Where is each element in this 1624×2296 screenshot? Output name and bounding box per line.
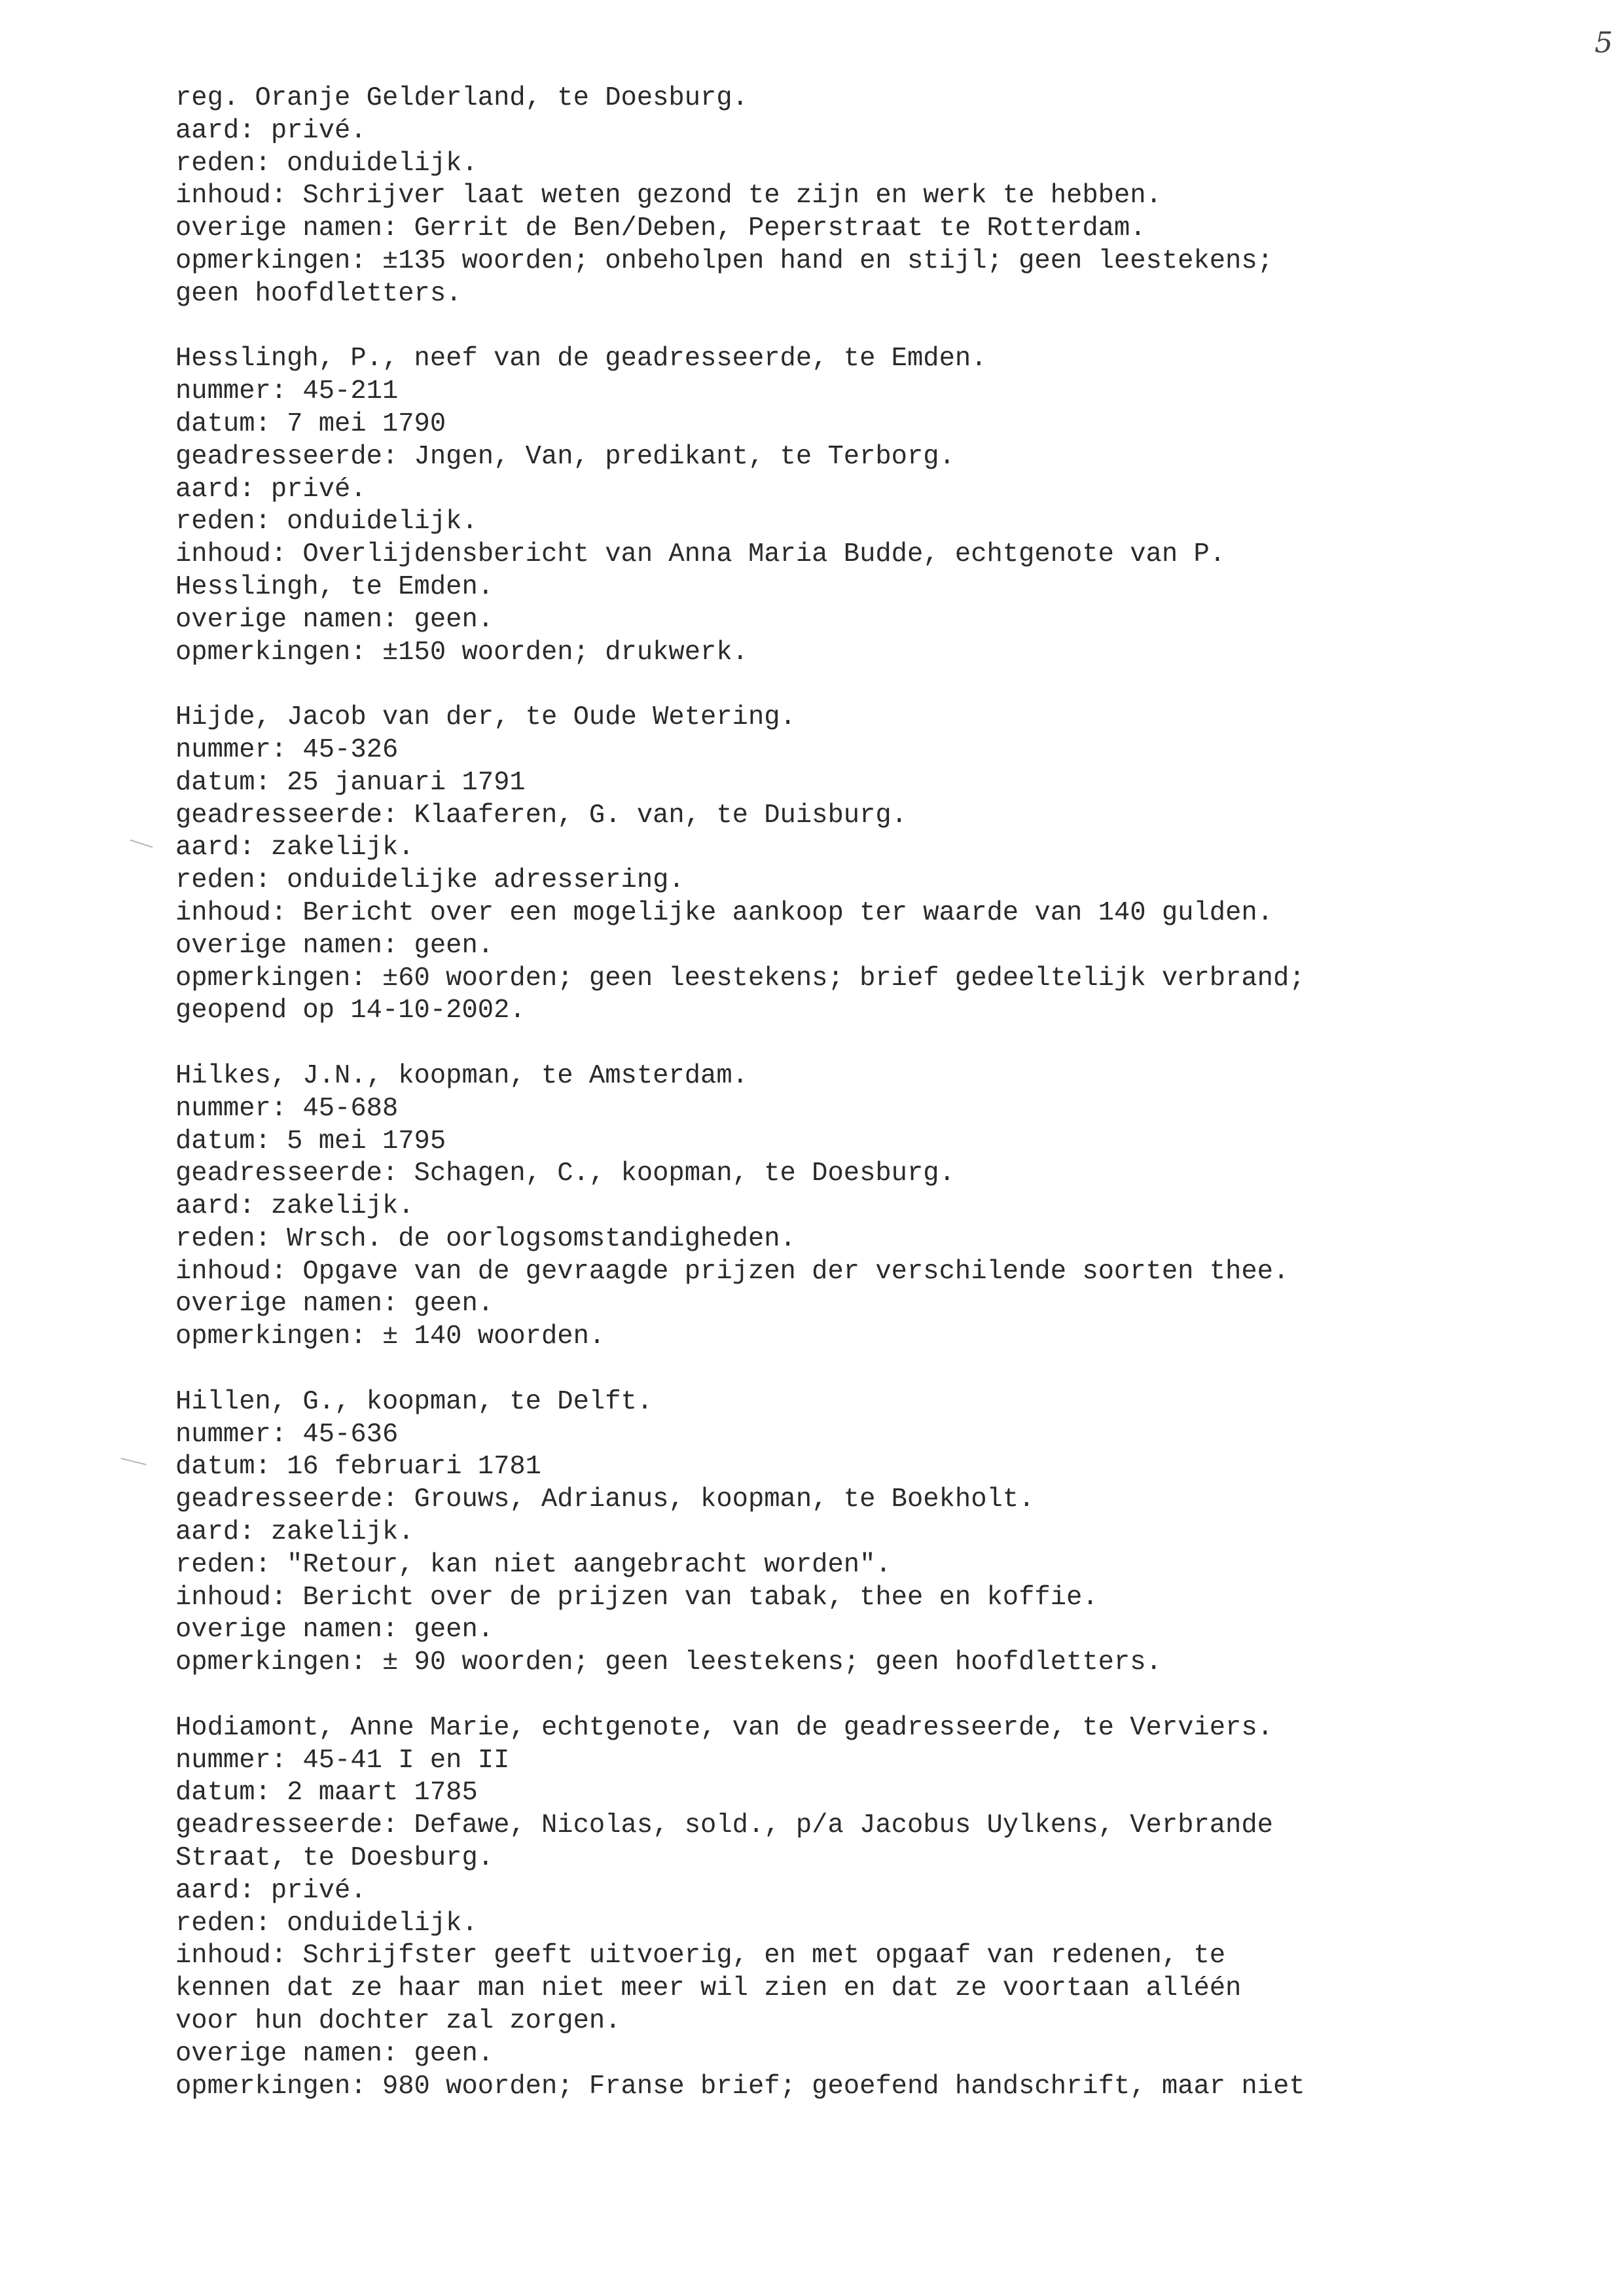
document-body (175, 82, 1563, 2103)
entry-line: opmerkingen: ±150 woorden; drukwerk. (175, 637, 748, 668)
entry-line: opmerkingen: ±135 woorden; onbeholpen hand en stijl; geen leestekens; (175, 245, 1273, 276)
entry-line: reden: onduidelijk. (175, 1908, 478, 1939)
entry-heading: Hillen, G., koopman, te Delft. (175, 1386, 653, 1417)
entry-line: nummer: 45-688 (175, 1093, 399, 1124)
entry-heading: Hesslingh, P., neef van de geadresseerde, te Emden. (175, 344, 987, 374)
entry-line: datum: 2 maart 1785 (175, 1778, 478, 1808)
entry-line: inhoud: Bericht over de prijzen van tabak, thee en koffie. (175, 1582, 1098, 1613)
entry-line: datum: 16 februari 1781 (175, 1452, 541, 1482)
entry-line: reg. Oranje Gelderland, te Doesburg. (175, 83, 748, 113)
entry-line: overige namen: geen. (175, 2038, 494, 2069)
entry-line: datum: 7 mei 1790 (175, 408, 446, 439)
entry-line: aard: privé. (175, 1875, 367, 1906)
entry-line: overige namen: geen. (175, 1289, 494, 1319)
entry-line: nummer: 45-636 (175, 1419, 399, 1450)
entry-line: Hesslingh, te Emden. (175, 571, 494, 602)
entry-line: geadresseerde: Jngen, Van, predikant, te Terborg. (175, 441, 955, 472)
entry-line: datum: 5 mei 1795 (175, 1126, 446, 1157)
margin-tick-mark (130, 839, 153, 848)
entry-line: reden: onduidelijke adressering. (175, 865, 685, 896)
entry-line: overige namen: geen. (175, 604, 494, 635)
entry-line: nummer: 45-41 I en II (175, 1745, 510, 1776)
entry-line: opmerkingen: 980 woorden; Franse brief; geoefend handschrift, maar niet (175, 2071, 1305, 2102)
entry-separator (175, 1028, 1563, 1060)
entry-line: nummer: 45-211 (175, 376, 399, 407)
entry-separator (175, 1354, 1563, 1386)
catalog-entry (175, 1060, 1563, 1354)
entry-separator (175, 1679, 1563, 1712)
entry-line: geadresseerde: Klaaferen, G. van, te Duisburg. (175, 800, 907, 831)
entry-line: reden: onduidelijk. (175, 507, 478, 537)
entry-line: overige namen: geen. (175, 930, 494, 961)
entry-separator (175, 311, 1563, 344)
entry-line: aard: zakelijk. (175, 1517, 414, 1548)
entry-line: geadresseerde: Schagen, C., koopman, te Doesburg. (175, 1158, 955, 1189)
entry-line: overige namen: geen. (175, 1615, 494, 1645)
entry-line: voor hun dochter zal zorgen. (175, 2006, 621, 2037)
entry-heading: Hodiamont, Anne Marie, echtgenote, van de geadresseerde, te Verviers. (175, 1712, 1273, 1743)
catalog-entry (175, 1386, 1563, 1679)
entry-line: opmerkingen: ±60 woorden; geen leestekens; brief gedeeltelijk verbrand; (175, 963, 1305, 994)
entry-line: nummer: 45-326 (175, 734, 399, 765)
entry-heading: Hilkes, J.N., koopman, te Amsterdam. (175, 1060, 748, 1091)
catalog-entry (175, 82, 1563, 311)
entry-line: datum: 25 januari 1791 (175, 767, 526, 798)
margin-tick-mark (120, 1458, 146, 1465)
catalog-entry (175, 1712, 1563, 2104)
entry-line: Straat, te Doesburg. (175, 1843, 494, 1874)
entry-line: aard: zakelijk. (175, 1191, 414, 1222)
entry-line: reden: onduidelijk. (175, 148, 478, 179)
entry-line: opmerkingen: ± 140 woorden. (175, 1321, 605, 1352)
entry-line: geopend op 14-10-2002. (175, 996, 526, 1026)
entry-line: reden: Wrsch. de oorlogsomstandigheden. (175, 1223, 796, 1254)
entry-line: inhoud: Bericht over een mogelijke aankoop ter waarde van 140 gulden. (175, 897, 1273, 928)
entry-line: kennen dat ze haar man niet meer wil zien en dat ze voortaan alléén (175, 1973, 1242, 2004)
entry-separator (175, 669, 1563, 702)
page-number: 5 (1595, 26, 1613, 60)
catalog-entry (175, 702, 1563, 1028)
entry-line: inhoud: Overlijdensbericht van Anna Maria Budde, echtgenote van P. (175, 539, 1226, 570)
entry-line: inhoud: Schrijfster geeft uitvoerig, en met opgaaf van redenen, te (175, 1941, 1226, 1971)
entry-line: aard: privé. (175, 474, 367, 505)
entry-line: geadresseerde: Grouws, Adrianus, koopman, te Boekholt. (175, 1484, 1035, 1515)
entry-line: opmerkingen: ± 90 woorden; geen leestekens; geen hoofdletters. (175, 1647, 1162, 1678)
entry-line: aard: zakelijk. (175, 833, 414, 863)
entry-heading: Hijde, Jacob van der, te Oude Wetering. (175, 702, 796, 733)
entry-line: reden: "Retour, kan niet aangebracht worden". (175, 1549, 892, 1580)
entry-line: geadresseerde: Defawe, Nicolas, sold., p/a Jacobus Uylkens, Verbrande (175, 1810, 1273, 1841)
entry-line: aard: privé. (175, 115, 367, 146)
entry-line: inhoud: Opgave van de gevraagde prijzen der verschilende soorten thee. (175, 1256, 1290, 1287)
entry-line: geen hoofdletters. (175, 278, 462, 309)
catalog-entry (175, 343, 1563, 669)
entry-line: overige namen: Gerrit de Ben/Deben, Peperstraat te Rotterdam. (175, 213, 1146, 244)
entry-line: inhoud: Schrijver laat weten gezond te zijn en werk te hebben. (175, 181, 1162, 211)
